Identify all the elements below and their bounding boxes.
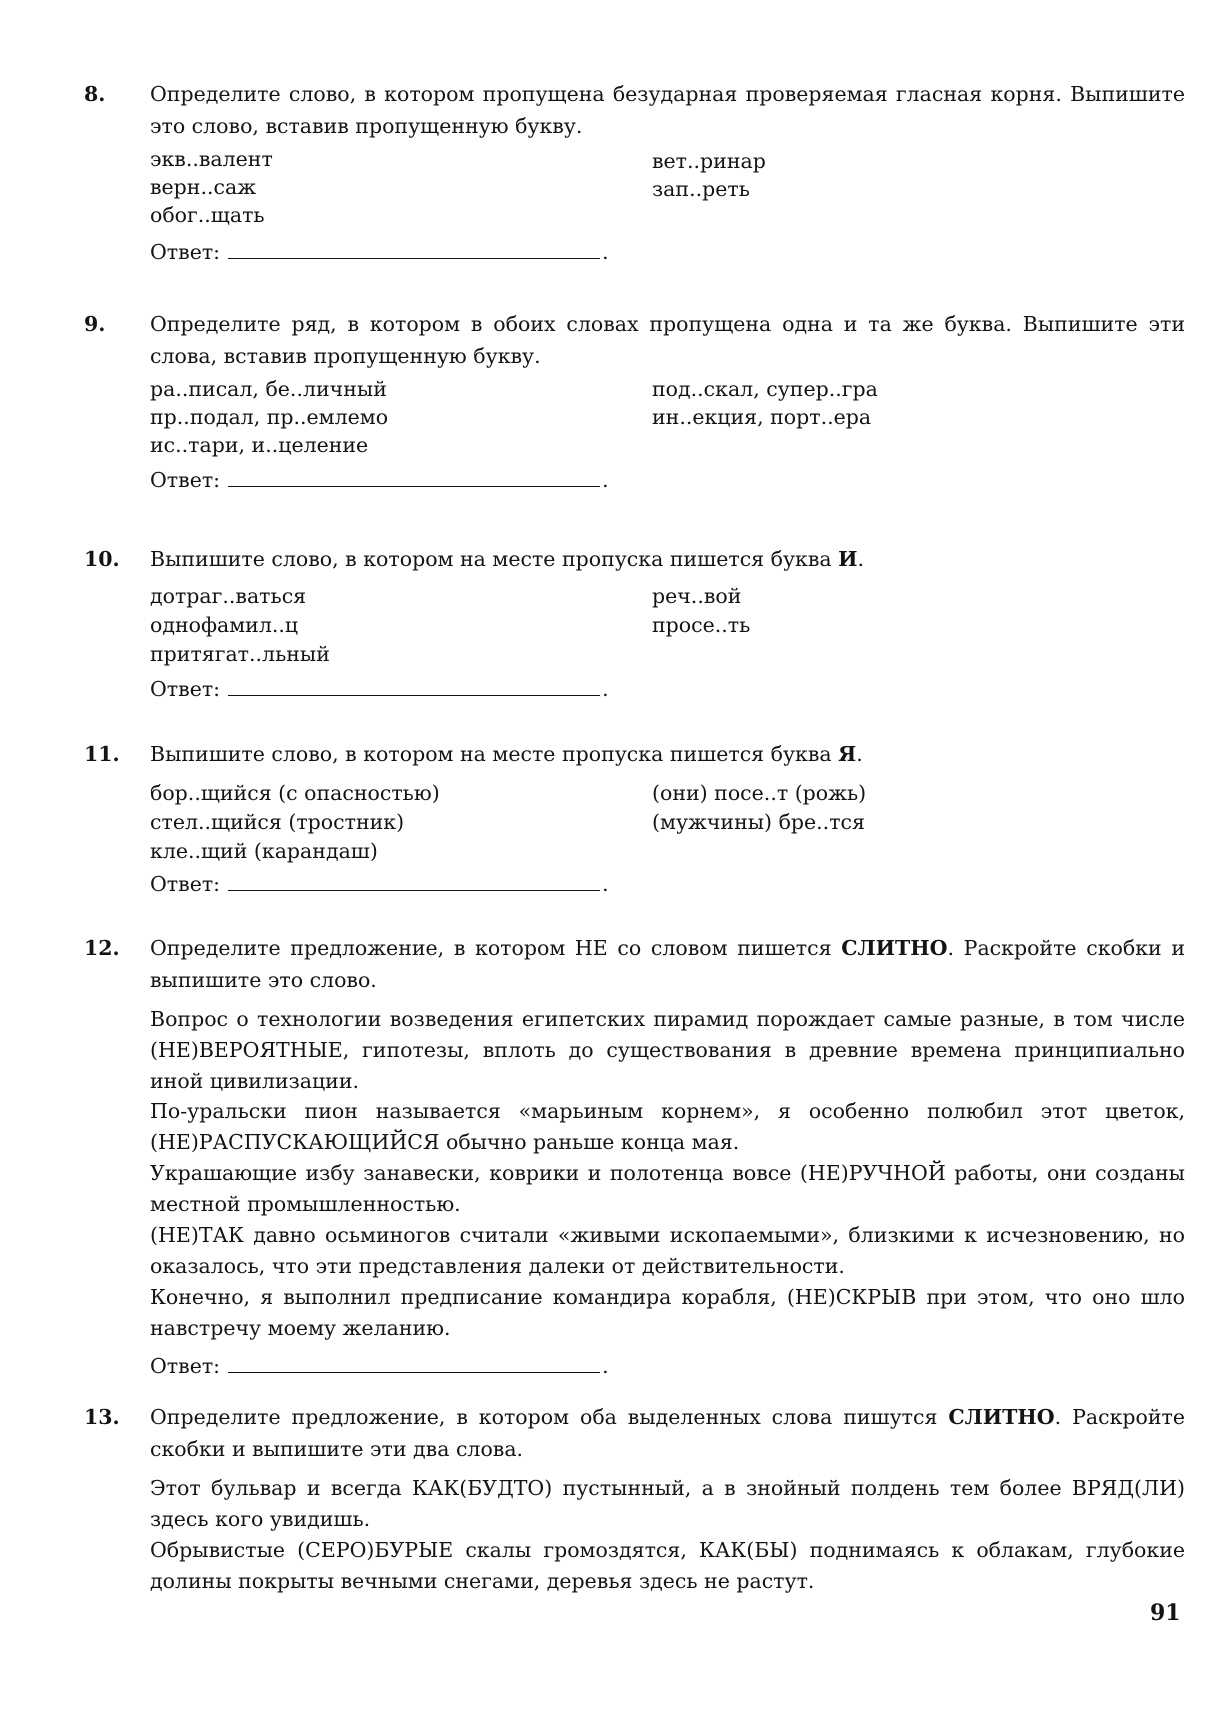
sentence: По-уральски пион называется «марьиным корнем», я особенно полюбил этот цветок, (НЕ)РАСПУСКАЮЩИЙСЯ обычно раньше конца мая. bbox=[150, 1099, 1185, 1154]
task-number: 11. bbox=[84, 742, 120, 766]
option: верн..саж bbox=[150, 175, 257, 199]
answer-period: . bbox=[602, 677, 609, 701]
option: стел..щийся (тростник) bbox=[150, 810, 405, 834]
answer-label: Ответ: bbox=[150, 240, 221, 264]
option: (мужчины) бре..тся bbox=[652, 810, 865, 834]
task-number: 12. bbox=[84, 936, 120, 960]
task-number: 10. bbox=[84, 547, 120, 571]
option: обог..щать bbox=[150, 203, 265, 227]
option: притягат..льный bbox=[150, 642, 330, 666]
option: экв..валент bbox=[150, 147, 273, 171]
option: зап..реть bbox=[652, 177, 750, 201]
answer-period: . bbox=[602, 872, 609, 896]
task-prompt: Выпишите слово, в котором на месте пропуска пишется буква Я. bbox=[150, 742, 863, 766]
answer-line[interactable] bbox=[228, 1350, 600, 1373]
option: (они) посе..т (рожь) bbox=[652, 781, 867, 805]
answer-line[interactable] bbox=[228, 464, 600, 487]
option: под..скал, супер..гра bbox=[652, 377, 878, 401]
sentence: Обрывистые (СЕРО)БУРЫЕ скалы громоздятся, КАК(БЫ) поднимаясь к облакам, глубокие долины покрыты вечными снегами, деревья здесь не растут. bbox=[150, 1538, 1185, 1593]
task-prompt: Определите слово, в котором пропущена безударная проверяемая гласная корня. Выпишите это слово, вставив пропущенную букву. bbox=[150, 82, 1185, 138]
option: реч..вой bbox=[652, 584, 742, 608]
answer-label: Ответ: bbox=[150, 1354, 221, 1378]
task-number: 8. bbox=[84, 82, 106, 106]
sentence: Вопрос о технологии возведения египетских пирамид порождает самые разные, в том числе (НЕ)ВЕРОЯТНЫЕ, гипотезы, вплоть до существования в древние времена принципиально иной цивилизации. bbox=[150, 1007, 1185, 1093]
answer-row bbox=[150, 464, 609, 495]
task-number: 9. bbox=[84, 312, 106, 336]
option: кле..щий (карандаш) bbox=[150, 839, 378, 863]
answer-label: Ответ: bbox=[150, 677, 221, 701]
sentence: Этот бульвар и всегда КАК(БУДТО) пустынный, а в знойный полдень тем более ВРЯД(ЛИ) здесь кого увидишь. bbox=[150, 1476, 1185, 1531]
answer-line[interactable] bbox=[228, 673, 600, 696]
sentence: Конечно, я выполнил предписание командира корабля, (НЕ)СКРЫВ при этом, что оно шло навстречу моему желанию. bbox=[150, 1285, 1185, 1340]
answer-line[interactable] bbox=[228, 868, 600, 891]
option: пр..подал, пр..емлемо bbox=[150, 405, 389, 429]
answer-line[interactable] bbox=[228, 236, 600, 259]
task-prompt: Определите предложение, в котором НЕ со словом пишется СЛИТНО. Раскройте скобки и выпишите это слово. bbox=[150, 936, 1186, 992]
answer-row bbox=[150, 1350, 609, 1381]
option: дотраг..ваться bbox=[150, 584, 307, 608]
answer-row bbox=[150, 868, 609, 899]
page-number: 91 bbox=[1150, 1600, 1181, 1626]
option: ра..писал, бе..личный bbox=[150, 377, 387, 401]
option: бор..щийся (с опасностью) bbox=[150, 781, 440, 805]
option: ин..екция, порт..ера bbox=[652, 405, 872, 429]
option: однофамил..ц bbox=[150, 613, 299, 637]
sentence: Украшающие избу занавески, коврики и полотенца вовсе (НЕ)РУЧНОЙ работы, они созданы местной промышленностью. bbox=[150, 1161, 1185, 1216]
task-prompt: Выпишите слово, в котором на месте пропуска пишется буква И. bbox=[150, 547, 865, 571]
answer-period: . bbox=[602, 1354, 609, 1378]
sentence: (НЕ)ТАК давно осьминогов считали «живыми ископаемыми», близкими к исчезновению, но оказалось, что эти представления далеки от действительности. bbox=[150, 1223, 1185, 1278]
option: вет..ринар bbox=[652, 149, 766, 173]
answer-row bbox=[150, 236, 609, 267]
task-prompt: Определите ряд, в котором в обоих словах пропущена одна и та же буква. Выпишите эти слова, вставив пропущенную букву. bbox=[150, 312, 1185, 368]
task-number: 13. bbox=[84, 1405, 120, 1429]
answer-period: . bbox=[602, 468, 609, 492]
answer-row bbox=[150, 673, 609, 704]
answer-label: Ответ: bbox=[150, 468, 221, 492]
option: просе..ть bbox=[652, 613, 751, 637]
answer-label: Ответ: bbox=[150, 872, 221, 896]
task-prompt: Определите предложение, в котором оба выделенных слова пишутся СЛИТНО. Раскройте скобки и выпишите эти два слова. bbox=[150, 1405, 1185, 1461]
answer-period: . bbox=[602, 240, 609, 264]
option: ис..тари, и..целение bbox=[150, 433, 369, 457]
